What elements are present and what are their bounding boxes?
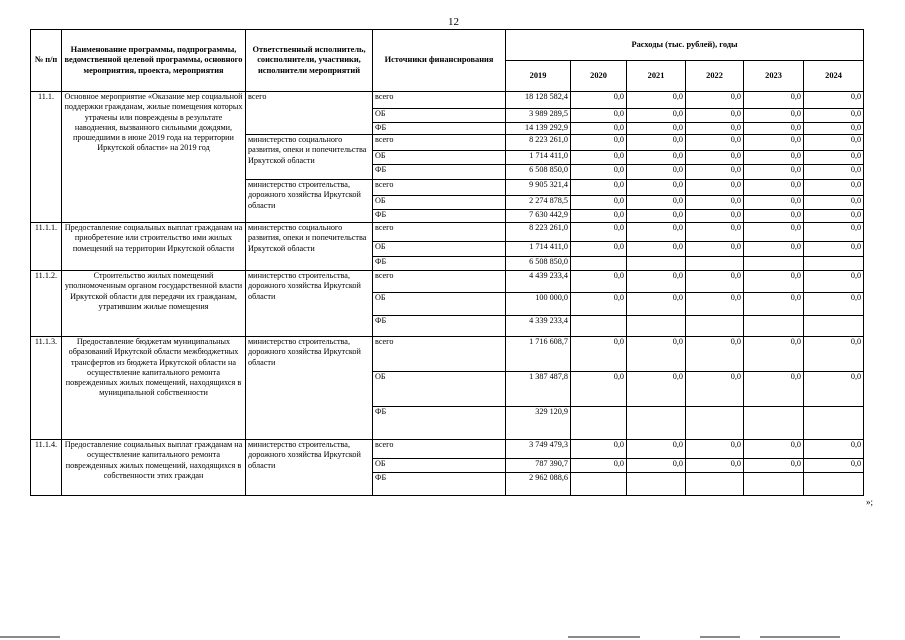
expense-value — [804, 316, 864, 337]
expense-value — [571, 257, 627, 271]
expense-value — [686, 257, 744, 271]
funding-source: ОБ — [373, 459, 506, 473]
expense-value: 0,0 — [744, 180, 804, 196]
executor-name: министерство строительства, дорожного хозяйства Иркутской области — [246, 271, 373, 337]
expense-value: 0,0 — [804, 459, 864, 473]
expense-value: 0,0 — [804, 135, 864, 151]
expense-value: 4 439 233,4 — [506, 271, 571, 293]
funding-source: ФБ — [373, 316, 506, 337]
expense-value: 0,0 — [571, 210, 627, 223]
expense-value: 0,0 — [744, 242, 804, 257]
expense-value: 0,0 — [686, 180, 744, 196]
funding-source: ОБ — [373, 109, 506, 123]
expense-value: 0,0 — [571, 135, 627, 151]
expense-value: 0,0 — [571, 223, 627, 242]
expense-value: 0,0 — [571, 196, 627, 210]
expense-value: 0,0 — [804, 271, 864, 293]
header-year: 2021 — [627, 61, 686, 92]
expense-value: 0,0 — [686, 337, 744, 372]
expense-value: 0,0 — [804, 210, 864, 223]
expense-value: 0,0 — [686, 223, 744, 242]
expense-value: 0,0 — [804, 440, 864, 459]
funding-source: ФБ — [373, 257, 506, 271]
table-row — [31, 92, 864, 109]
expense-value — [627, 316, 686, 337]
scan-edge-marks — [0, 630, 905, 640]
expense-value — [744, 473, 804, 496]
activity-name: Строительство жилых помещений уполномоченным органом государственной власти Иркутской области для передачи их гражданам, утратившим жилые помещения — [62, 271, 246, 337]
expense-value: 0,0 — [804, 337, 864, 372]
expense-value: 0,0 — [804, 92, 864, 109]
expense-value: 0,0 — [571, 372, 627, 407]
expense-value — [804, 407, 864, 440]
expense-value: 8 223 261,0 — [506, 223, 571, 242]
expense-value: 0,0 — [686, 440, 744, 459]
header-year: 2020 — [571, 61, 627, 92]
expense-value: 0,0 — [804, 165, 864, 180]
expense-value: 0,0 — [571, 151, 627, 165]
activity-name: Предоставление социальных выплат гражданам на осуществление капитального ремонта поврежденных жилых помещений, находящихся в собственности этих граждан — [62, 440, 246, 496]
trailing-mark: »; — [866, 497, 874, 507]
expense-value: 0,0 — [686, 372, 744, 407]
expense-value: 0,0 — [571, 337, 627, 372]
expense-value — [686, 316, 744, 337]
funding-source: всего — [373, 440, 506, 459]
expense-value: 3 749 479,3 — [506, 440, 571, 459]
expense-value: 0,0 — [744, 151, 804, 165]
expense-value: 0,0 — [744, 223, 804, 242]
expense-value: 0,0 — [744, 271, 804, 293]
executor-name: министерство строительства, дорожного хозяйства Иркутской области — [246, 440, 373, 496]
expense-value: 1 716 608,7 — [506, 337, 571, 372]
expense-value: 6 508 850,0 — [506, 165, 571, 180]
expense-value: 0,0 — [686, 123, 744, 135]
expense-value — [804, 257, 864, 271]
expense-value — [627, 407, 686, 440]
expense-value: 0,0 — [686, 459, 744, 473]
funding-source: всего — [373, 180, 506, 196]
funding-source: всего — [373, 271, 506, 293]
expense-value — [686, 473, 744, 496]
expense-value: 0,0 — [744, 196, 804, 210]
funding-source: ОБ — [373, 242, 506, 257]
header-num: № п/п — [31, 30, 62, 92]
expense-value: 0,0 — [804, 242, 864, 257]
expense-value — [744, 257, 804, 271]
expense-value: 0,0 — [804, 123, 864, 135]
expense-value: 0,0 — [686, 196, 744, 210]
expense-value: 0,0 — [744, 337, 804, 372]
expense-value: 0,0 — [571, 123, 627, 135]
expense-value: 0,0 — [744, 165, 804, 180]
row-code: 11.1.4. — [31, 440, 62, 496]
executor-name: всего — [246, 92, 373, 135]
expense-value: 0,0 — [686, 293, 744, 316]
expense-value: 0,0 — [744, 293, 804, 316]
funding-source: ФБ — [373, 473, 506, 496]
expense-value: 0,0 — [627, 271, 686, 293]
funding-source: ФБ — [373, 123, 506, 135]
header-expenses: Расходы (тыс. рублей), годы — [506, 30, 864, 61]
expense-value: 0,0 — [804, 151, 864, 165]
expense-value: 0,0 — [686, 92, 744, 109]
expense-value: 0,0 — [627, 210, 686, 223]
expense-value: 0,0 — [571, 92, 627, 109]
expense-value — [571, 473, 627, 496]
expense-value: 0,0 — [627, 337, 686, 372]
header-year: 2024 — [804, 61, 864, 92]
expense-value: 0,0 — [744, 123, 804, 135]
expense-value: 0,0 — [686, 165, 744, 180]
expense-value: 0,0 — [627, 123, 686, 135]
expense-value — [627, 473, 686, 496]
expense-value: 0,0 — [571, 271, 627, 293]
activity-name: Предоставление социальных выплат гражданам на приобретение или строительство ими жилых помещений на территории Иркутской области — [62, 223, 246, 271]
executor-name: министерство строительства, дорожного хозяйства Иркутской области — [246, 180, 373, 223]
expense-value: 1 387 487,8 — [506, 372, 571, 407]
funding-source: ФБ — [373, 407, 506, 440]
expense-value: 6 508 850,0 — [506, 257, 571, 271]
funding-source: всего — [373, 223, 506, 242]
header-name: Наименование программы, подпрограммы, ведомственной целевой программы, основного мероприятия, проекта, мероприятия — [62, 30, 246, 92]
expense-value: 0,0 — [627, 165, 686, 180]
table-row — [31, 223, 864, 242]
expense-value: 0,0 — [627, 242, 686, 257]
expense-value: 0,0 — [627, 459, 686, 473]
expense-value: 0,0 — [627, 135, 686, 151]
funding-source: всего — [373, 337, 506, 372]
executor-name: министерство социального развития, опеки и попечительства Иркутской области — [246, 223, 373, 271]
expense-value: 100 000,0 — [506, 293, 571, 316]
expense-value: 0,0 — [571, 165, 627, 180]
expense-value — [744, 407, 804, 440]
expense-value: 0,0 — [804, 223, 864, 242]
row-code: 11.1. — [31, 92, 62, 223]
expense-value: 0,0 — [804, 196, 864, 210]
executor-name: министерство социального развития, опеки и попечительства Иркутской области — [246, 135, 373, 180]
expense-value: 0,0 — [744, 92, 804, 109]
funding-source: всего — [373, 92, 506, 109]
expense-value — [686, 407, 744, 440]
header-year: 2019 — [506, 61, 571, 92]
header-executor: Ответственный исполнитель, соисполнители, участники, исполнители мероприятий — [246, 30, 373, 92]
expense-value: 9 905 321,4 — [506, 180, 571, 196]
expense-value: 0,0 — [627, 92, 686, 109]
expense-value: 0,0 — [627, 223, 686, 242]
expense-value: 1 714 411,0 — [506, 151, 571, 165]
expense-value — [804, 473, 864, 496]
expense-value: 18 128 582,4 — [506, 92, 571, 109]
expense-value: 0,0 — [571, 459, 627, 473]
table-row — [31, 271, 864, 293]
header-source: Источники финансирования — [373, 30, 506, 92]
expense-value: 1 714 411,0 — [506, 242, 571, 257]
expense-value: 0,0 — [686, 210, 744, 223]
expense-value: 0,0 — [686, 109, 744, 123]
expense-value: 0,0 — [744, 440, 804, 459]
expense-value: 4 339 233,4 — [506, 316, 571, 337]
funding-source: ОБ — [373, 196, 506, 210]
row-code: 11.1.1. — [31, 223, 62, 271]
page-number: 12 — [448, 16, 459, 28]
activity-name: Предоставление бюджетам муниципальных образований Иркутской области межбюджетных трансфертов из бюджета Иркутской области на осуществление капитального ремонта поврежденных жилых помещений, находящихся в муниципальной собственности — [62, 337, 246, 440]
row-code: 11.1.3. — [31, 337, 62, 440]
activity-name: Основное мероприятие «Оказание мер социальной поддержки гражданам, жилые помещения которых утрачены или повреждены в результате наводнения, вызванного сильными дождями, прошедшими в июне 2019 года на территории Иркутской области» на 2019 год — [62, 92, 246, 223]
expense-value — [571, 316, 627, 337]
expense-value: 0,0 — [571, 180, 627, 196]
expense-value: 787 390,7 — [506, 459, 571, 473]
funding-source: ФБ — [373, 210, 506, 223]
funding-source: ФБ — [373, 165, 506, 180]
expense-value — [627, 257, 686, 271]
funding-table — [30, 29, 864, 496]
row-code: 11.1.2. — [31, 271, 62, 337]
expense-value: 0,0 — [627, 196, 686, 210]
expense-value: 0,0 — [804, 109, 864, 123]
expense-value: 0,0 — [571, 109, 627, 123]
expense-value: 0,0 — [571, 293, 627, 316]
header-year: 2022 — [686, 61, 744, 92]
expense-value: 0,0 — [627, 180, 686, 196]
expense-value: 7 630 442,9 — [506, 210, 571, 223]
expense-value: 329 120,9 — [506, 407, 571, 440]
expense-value: 0,0 — [571, 440, 627, 459]
expense-value: 0,0 — [744, 135, 804, 151]
executor-name: министерство строительства, дорожного хозяйства Иркутской области — [246, 337, 373, 440]
expense-value: 2 962 088,6 — [506, 473, 571, 496]
expense-value: 0,0 — [571, 242, 627, 257]
funding-source: всего — [373, 135, 506, 151]
funding-source: ОБ — [373, 293, 506, 316]
expense-value: 0,0 — [804, 180, 864, 196]
expense-value: 14 139 292,9 — [506, 123, 571, 135]
expense-value: 2 274 878,5 — [506, 196, 571, 210]
expense-value: 0,0 — [627, 109, 686, 123]
table-row — [31, 337, 864, 372]
funding-source: ОБ — [373, 151, 506, 165]
expense-value: 0,0 — [627, 293, 686, 316]
table-body — [31, 92, 864, 496]
expense-value: 8 223 261,0 — [506, 135, 571, 151]
expense-value — [571, 407, 627, 440]
expense-value: 0,0 — [686, 135, 744, 151]
expense-value: 0,0 — [744, 109, 804, 123]
expense-value — [744, 316, 804, 337]
expense-value: 0,0 — [686, 151, 744, 165]
expense-value: 0,0 — [804, 293, 864, 316]
expense-value: 0,0 — [744, 459, 804, 473]
expense-value: 0,0 — [744, 210, 804, 223]
funding-source: ОБ — [373, 372, 506, 407]
expense-value: 0,0 — [804, 372, 864, 407]
expense-value: 0,0 — [627, 372, 686, 407]
header-year: 2023 — [744, 61, 804, 92]
expense-value: 0,0 — [627, 151, 686, 165]
table-row — [31, 440, 864, 459]
expense-value: 3 989 289,5 — [506, 109, 571, 123]
expense-value: 0,0 — [627, 440, 686, 459]
expense-value: 0,0 — [686, 271, 744, 293]
expense-value: 0,0 — [686, 242, 744, 257]
expense-value: 0,0 — [744, 372, 804, 407]
